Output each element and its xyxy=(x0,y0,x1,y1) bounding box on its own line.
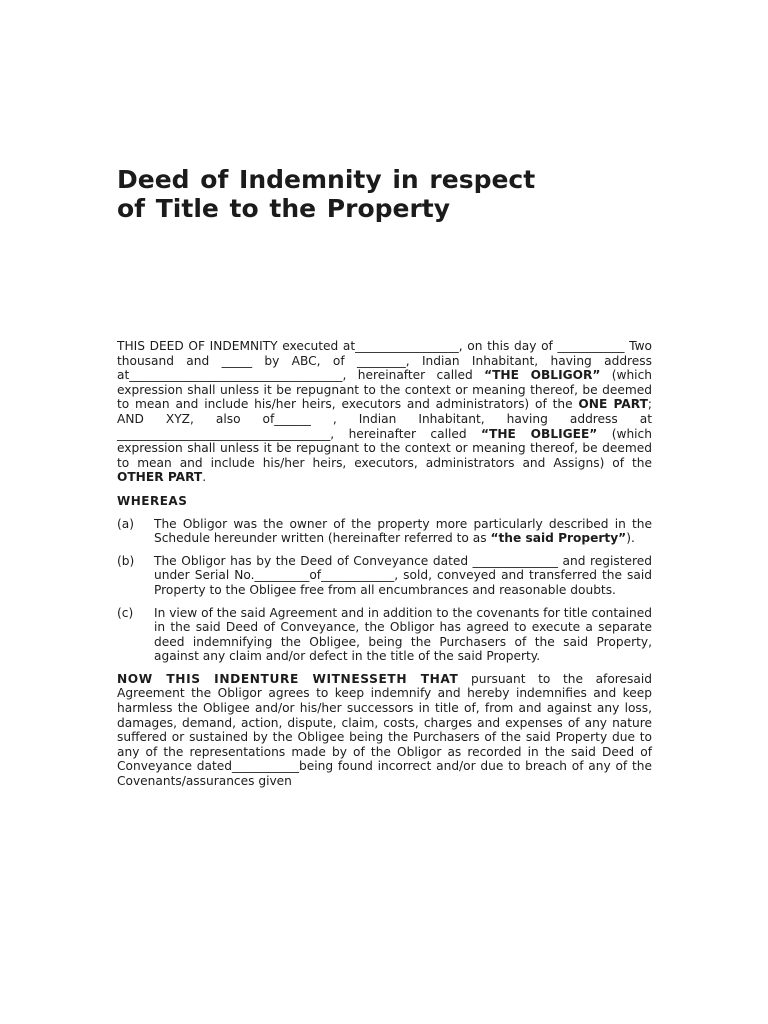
recital-marker: (a) xyxy=(117,516,134,531)
obligor-term: “THE OBLIGOR” xyxy=(484,368,601,383)
recital-marker: (c) xyxy=(117,605,134,620)
recital-item-c xyxy=(117,606,652,664)
recital-text xyxy=(154,517,652,546)
obligee-term: “THE OBLIGEE” xyxy=(481,426,598,441)
one-part-term: ONE PART xyxy=(578,397,648,412)
said-property-term: “the said Property” xyxy=(490,531,627,546)
document-body xyxy=(117,339,652,798)
whereas-heading xyxy=(117,494,652,509)
recital-text-body: The Obligor was the owner of the property more particularly described in the Schedule hereunder written (hereinafter referred to as xyxy=(154,516,652,546)
recital-text-tail: ). xyxy=(626,531,635,546)
recital-item-a xyxy=(117,517,652,546)
document-title: Deed of Indemnity in respect of Title to the Property xyxy=(117,165,536,223)
recital-text: The Obligor has by the Deed of Conveyance dated ______________ and registered under Serial No._________of____________, sold, conveyed and transferred the said Property to the Obligee free from all encumbrances and reasonable doubts. xyxy=(154,553,652,597)
intro-paragraph xyxy=(117,339,652,485)
witnesseth-text: pursuant to the aforesaid Agreement the Obligor agrees to keep indemnify and hereby indemnifies and keep harmless the Obligee and/or his/her successors in title of, from and against any loss, damages, demand, action, dispute, claim, costs, charges and expenses of any nature suffered or sustained by the Obligee being the Purchasers of the said Property due to any of the representations made by of the Obligor as recorded in the said Deed of Conveyance dated___________being found incorrect and/or due to breach of any of the Covenants/assurances given xyxy=(117,671,652,789)
witnesseth-lead: NOW THIS INDENTURE WITNESSETH THAT xyxy=(117,671,459,686)
recital-item-b xyxy=(117,554,652,598)
intro-text-3: ; AND XYZ, also of______ , Indian Inhabitant, having address at ___________________________________, hereinafter called xyxy=(117,397,652,441)
recital-marker: (b) xyxy=(117,553,135,568)
intro-text-4: (which expression shall unless it be repugnant to the context or meaning thereof, be deemed to mean and include his/her heirs, executors, administrators and Assigns) of the xyxy=(117,426,652,470)
intro-text-1: THIS DEED OF INDEMNITY executed at_________________, on this day of ___________ Two thousand and _____ by ABC, of ________, Indian Inhabitant, having address at___________________________________, hereinafter called xyxy=(117,339,652,383)
intro-text-5: . xyxy=(202,470,207,485)
intro-text-2: (which expression shall unless it be repugnant to the context or meaning thereof, be deemed to mean and include his/her heirs, executors and administrators) of the xyxy=(117,368,652,412)
whereas-label: WHEREAS xyxy=(117,493,188,508)
recital-text: In view of the said Agreement and in addition to the covenants for title contained in the said Deed of Conveyance, the Obligor has agreed to execute a separate deed indemnifying the Obligee, being the Purchasers of the said Property, against any claim and/or defect in the title of the said Property. xyxy=(154,605,652,664)
other-part-term: OTHER PART xyxy=(117,470,203,485)
witnesseth-paragraph xyxy=(117,672,652,789)
